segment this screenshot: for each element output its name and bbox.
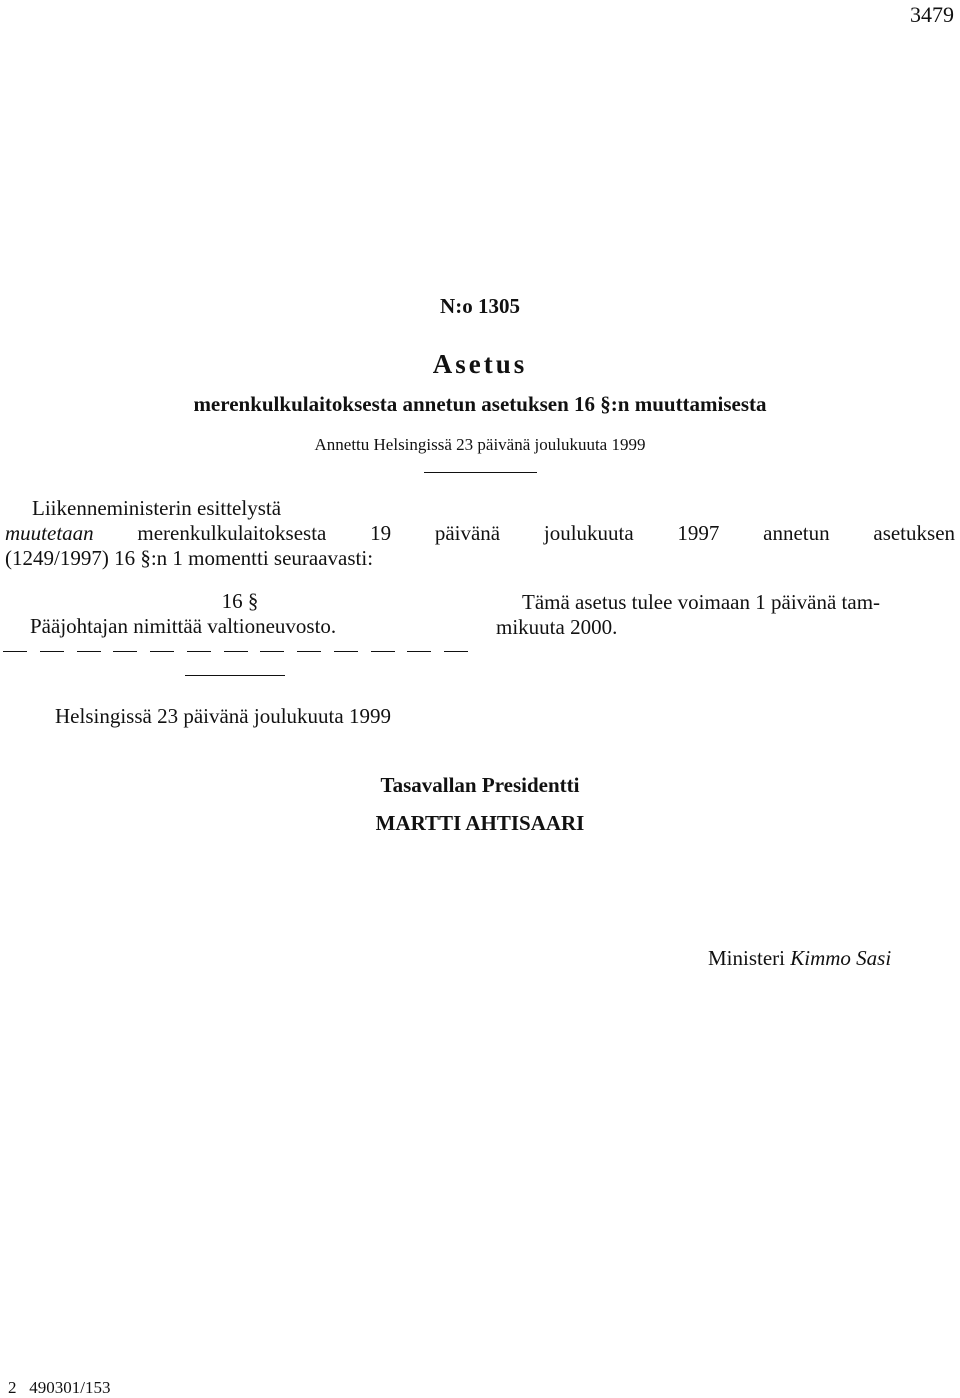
- body-verb: muutetaan: [5, 521, 94, 545]
- section-text: Pääjohtajan nimittää valtioneuvosto.: [30, 614, 337, 638]
- body-line-1-rest: merenkulkulaitoksesta 19 päivänä joulukuuta 1997 annetun asetuksen: [137, 521, 956, 545]
- document-title: Asetus: [432, 349, 528, 379]
- footer: [8, 1378, 110, 1398]
- statute-number: N:o 1305: [440, 294, 520, 318]
- footer-code: 490301/153: [29, 1378, 111, 1397]
- omission-dashes: [3, 644, 468, 652]
- signing-place-date: Helsingissä 23 päivänä joulukuuta 1999: [55, 704, 391, 728]
- body-line-2: (1249/1997) 16 §:n 1 momentti seuraavasti:: [5, 546, 374, 570]
- footer-sheet: 2: [8, 1378, 17, 1397]
- minister-name: Kimmo Sasi: [790, 946, 892, 970]
- page-number: 3479: [910, 2, 954, 27]
- signatory-name: MARTTI AHTISAARI: [375, 811, 585, 835]
- document-subtitle: merenkulkulaitoksesta annetun asetuksen 16 §:n muuttamisesta: [193, 392, 767, 416]
- issued-line: Annettu Helsingissä 23 päivänä joulukuuta 1999: [314, 435, 646, 454]
- divider: [185, 675, 285, 676]
- signatory-title: Tasavallan Presidentti: [380, 773, 580, 797]
- divider: [424, 472, 537, 473]
- entry-into-force-line-1: Tämä asetus tulee voimaan 1 päivänä tam-: [522, 590, 881, 614]
- intro: Liikenneministerin esittelystä: [32, 496, 282, 520]
- entry-into-force-line-2: mikuuta 2000.: [496, 615, 618, 639]
- body-line-1: [5, 521, 955, 545]
- minister-title: Ministeri: [708, 946, 785, 970]
- minister-signature: [708, 946, 891, 970]
- section-heading: 16 §: [221, 589, 259, 613]
